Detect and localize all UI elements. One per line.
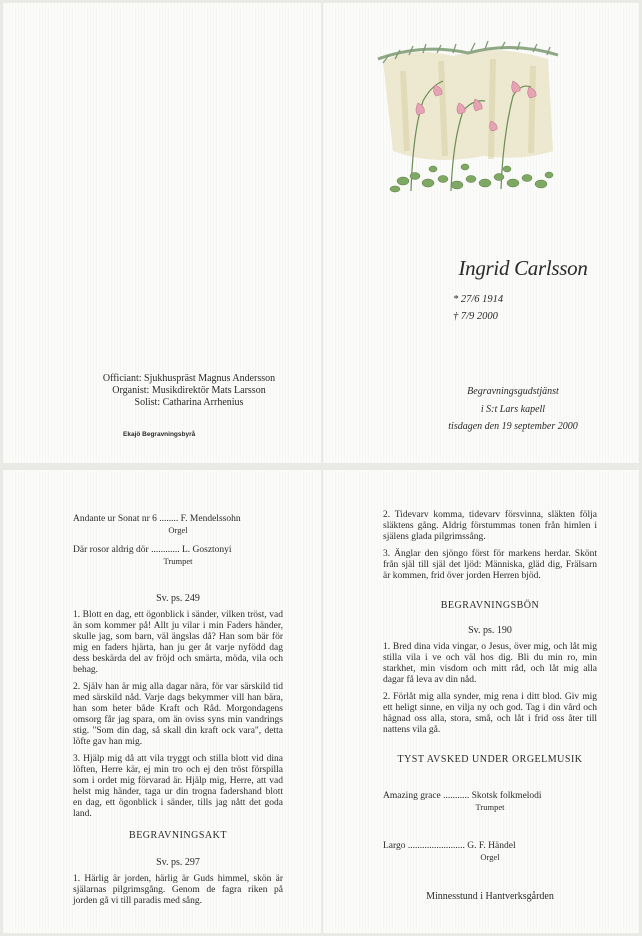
program-page-right [323, 470, 639, 933]
music-title: Där rosor aldrig dör ............ L. Gosztonyi [73, 545, 232, 555]
psalm-verse: 3. Hjälp mig då att vila tryggt och stilla blott vid dina löften, Herre kär, ej min tro och ej den tröst förspilla som i ordet mig förvarad är. Hjälp mig, Herre, att vad helst mig händer, taga ur din trogna fadershand blott en dag, ett ögonblick i sänder, tills jag nått det goda land. [73, 754, 283, 819]
section-heading: BEGRAVNINGSAKT [129, 830, 227, 841]
music-item [383, 791, 597, 813]
music-item [383, 841, 597, 863]
music-item [73, 514, 283, 536]
psalm-verse: 1. Bred dina vida vingar, o Jesus, över mig, och låt mig stilla vila i ve och väl hos dig. Bli du min ro, min starkhet, min visdom och mitt råd, och låt mig alla dagar få leva av din nåd. [383, 642, 597, 685]
funeral-agency-text: Ekajö Begravningsbyrå [123, 431, 196, 438]
service-info [403, 383, 623, 436]
solist-text: Solist: Catharina Arrhenius [134, 397, 244, 408]
music-instrument: Orgel [480, 852, 500, 862]
service-date: tisdagen den 19 september 2000 [448, 421, 578, 432]
music-title: Amazing grace ........... Skotsk folkmelodi [383, 791, 542, 801]
music-item [73, 545, 283, 567]
service-place: i S:t Lars kapell [480, 403, 546, 415]
section-heading: TYST AVSKED UNDER ORGELMUSIK [397, 754, 583, 765]
psalm-number: Sv. ps. 249 [156, 593, 200, 604]
psalm-verse: 2. Förlåt mig alla synder, mig rena i ditt blod. Giv mig ett heligt sinne, en vilja ny och god. Tag i din vård och hägnad oss alla, stora, små, och låt i frid oss åter till nattens vila gå. [383, 692, 597, 735]
psalm-verse: 1. Härlig är jorden, härlig är Guds himmel, skön är själarnas pilgrimsgång. Genom de fagra riken på jorden gå vi till paradis med sång. [73, 874, 283, 906]
memorial-note: Minnesstund i Hantverksgården [426, 891, 554, 902]
psalm-verse: 1. Blott en dag, ett ögonblick i sänder, vilken tröst, vad än som kommer på! Allt ju vilar i min Faders händer, skulle jag, som barn, väl ängslas då? Han som bär för mig en faders hjärta, han ju ger åt varje nyfödd dag dess beskärda del av fröjd och smärta, möda, vila och behag. [73, 610, 283, 675]
linnaea-flowers-illustration [373, 41, 563, 201]
deceased-name: Ingrid Carlsson [458, 256, 588, 280]
music-title: Andante ur Sonat nr 6 ........ F. Mendelssohn [73, 514, 241, 524]
life-dates [453, 291, 503, 325]
program-column-left [73, 514, 283, 913]
music-instrument: Trumpet [163, 556, 193, 566]
music-title: Largo ........................ G. F. Händel [383, 841, 516, 851]
death-date: † 7/9 2000 [453, 311, 498, 322]
music-instrument: Orgel [168, 525, 188, 535]
cover-page [323, 3, 639, 463]
inside-left-page [3, 3, 321, 463]
program-column-right [383, 510, 597, 902]
music-instrument: Trumpet [475, 802, 505, 812]
psalm-number: Sv. ps. 190 [468, 625, 512, 636]
birth-date: * 27/6 1914 [453, 294, 504, 305]
officiant-text: Officiant: Sjukhuspräst Magnus Andersson [102, 373, 276, 384]
section-heading: BEGRAVNINGSBÖN [440, 600, 540, 611]
credits-block [89, 373, 289, 409]
psalm-verse: 2. Själv han är mig alla dagar nära, för var särskild tid med särskild nåd. Varje dags bekymmer vill han bära, han som heter både Kraft och Råd. Morgondagens omsorg får jag spara, om än oviss syns min vandrings stig. "Som din dag, så skall din kraft ock vara", detta löfte gav han mig. [73, 682, 283, 747]
psalm-verse: 2. Tidevarv komma, tidevarv försvinna, släkten följa släktens gång. Aldrig förstummas tonen från himlen i själens glada pilgrimssång. [383, 510, 597, 542]
organist-text: Organist: Musikdirektör Mats Larsson [112, 385, 266, 396]
service-title: Begravningsgudstjänst [467, 386, 559, 397]
psalm-number: Sv. ps. 297 [156, 857, 200, 868]
program-page-left [3, 470, 321, 933]
psalm-verse: 3. Änglar den sjöngo först för markens herdar. Skönt från själ till själ det ljöd: Människa, gläd dig, Frälsarn är kommen, frid över jorden Herren bjöd. [383, 549, 597, 581]
